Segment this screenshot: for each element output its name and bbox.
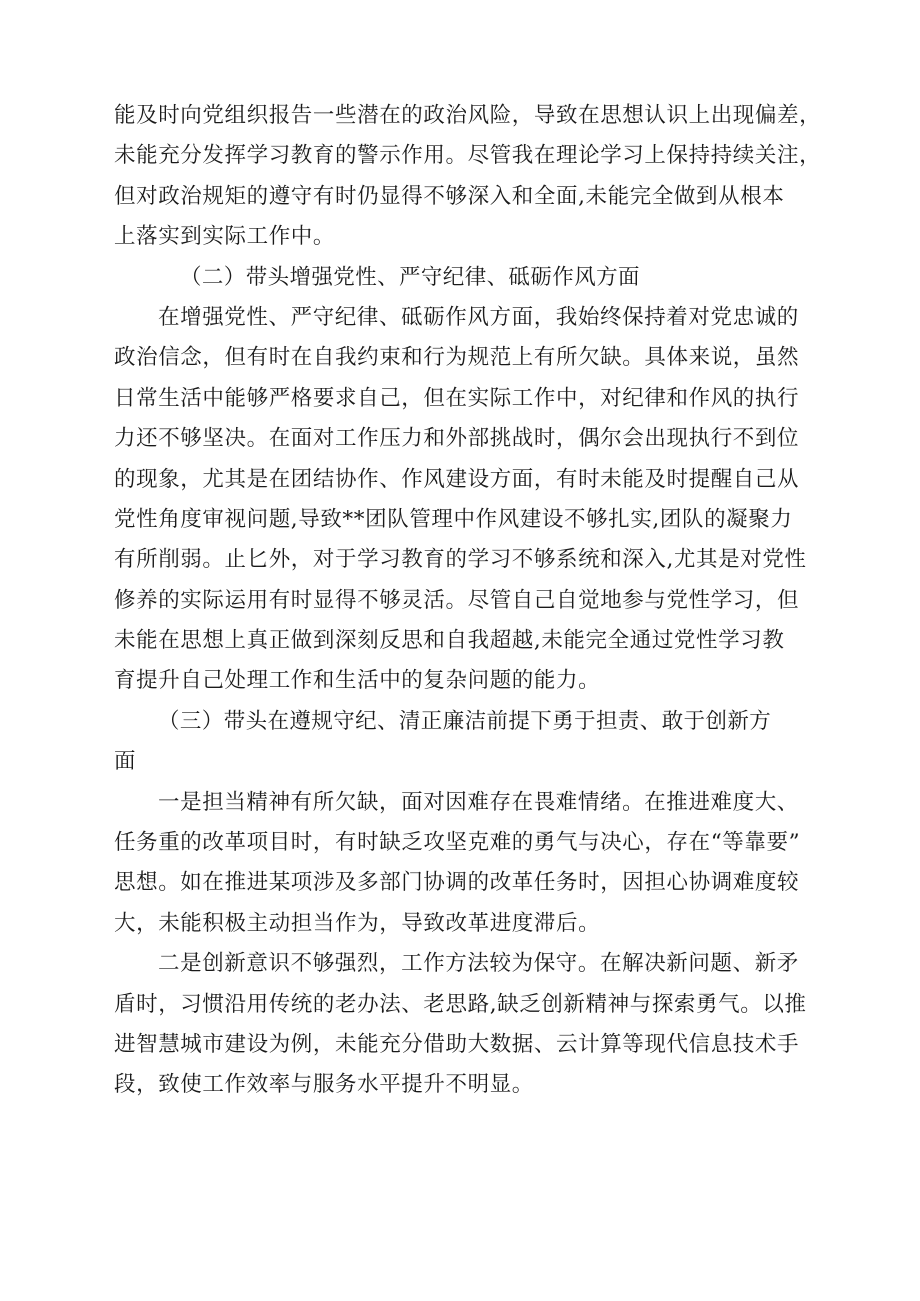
paragraph-start: 二是创新意识不够强烈，工作方法较为保守。在解决新问题、新矛 — [158, 951, 799, 977]
section-heading-3: （三）带头在遵规守纪、清正廉洁前提下勇于担责、敢于创新方 — [158, 708, 772, 734]
document-body — [114, 96, 826, 1106]
text-line: 思想。如在推进某项涉及多部门协调的改革任务时，因担心协调难度较 — [114, 870, 800, 896]
text-line: 政治信念，但有时在自我约束和行为规范上有所欠缺。具体来说，虽然 — [114, 345, 800, 371]
section-heading-2: （二）带头增强党性、严守纪律、砥砺作风方面 — [180, 264, 640, 290]
text-line: 能及时向党组织报告一些潜在的政治风险，导致在思想认识上出现偏差， — [114, 103, 822, 128]
text-line: 任务重的改革项目时，有时缺乏攻坚克难的勇气与决心，存在“等靠要” — [114, 830, 801, 856]
text-line: 党性角度审视问题,导致**团队管理中作风建设不够扎实,团队的凝聚力 — [114, 506, 793, 532]
text-line: 修养的实际运用有时显得不够灵活。尽管自己自觉地参与党性学习，但 — [114, 587, 800, 613]
text-line: 力还不够坚决。在面对工作压力和外部挑战时，偶尔会出现执行不到位 — [114, 426, 800, 452]
text-line: 大，未能积极主动担当作为，导致改革进度滞后。 — [114, 910, 601, 936]
paragraph-start: 在增强党性、严守纪律、砥砺作风方面，我始终保持着对党忠诚的 — [158, 304, 799, 330]
text-line: 未能在思想上真正做到深刻反思和自我超越,未能完全通过党性学习教 — [114, 628, 785, 654]
text-line: 的现象，尤其是在团结协作、作风建设方面，有时未能及时提醒自己从 — [114, 466, 800, 492]
text-line: 未能充分发挥学习教育的警示作用。尽管我在理论学习上保持持续关注， — [114, 143, 822, 169]
text-line: 上落实到实际工作中。 — [114, 224, 336, 250]
text-line: 但对政治规矩的遵守有时仍显得不够深入和全面,未能完全做到从根本 — [114, 183, 785, 209]
text-line: 有所削弱。止匕外，对于学习教育的学习不够系统和深入,尤其是对党性 — [114, 547, 807, 573]
text-line: 育提升自己处理工作和生活中的复杂问题的能力。 — [114, 668, 601, 694]
paragraph-start: 一是担当精神有所欠缺，面对因难存在畏难情绪。在推进难度大、 — [158, 789, 799, 815]
section-heading-3-cont: 面 — [114, 749, 137, 775]
text-line: 段，致使工作效率与服务水平提升不明显。 — [114, 1072, 534, 1098]
text-line: 进智慧城市建设为例，未能充分借助大数据、云计算等现代信息技术手 — [114, 1031, 800, 1057]
text-line: 盾时，习惯沿用传统的老办法、老思路,缺乏创新精神与探索勇气。以推 — [114, 991, 807, 1017]
text-line: 日常生活中能够严格要求自己，但在实际工作中，对纪律和作风的执行 — [114, 385, 800, 411]
